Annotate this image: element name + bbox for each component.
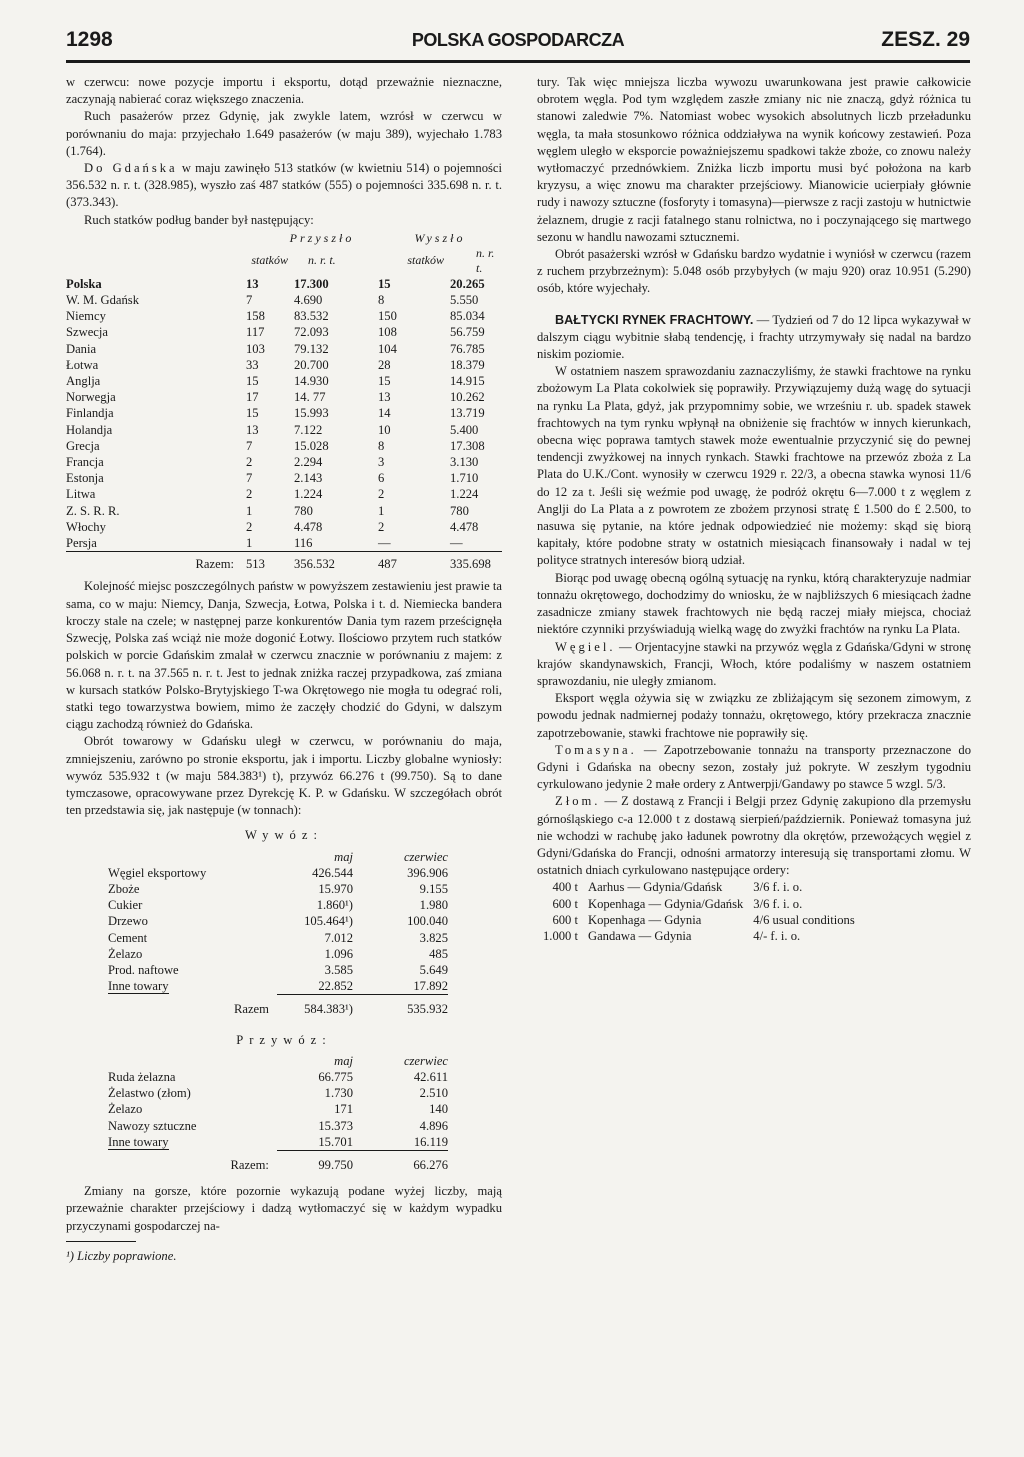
flag-row: Niemcy 158 83.532 150 85.034 [66, 309, 485, 324]
coal-paragraph: Węgiel. — Orjentacyjne stawki na przywóz węgla z Gdańska/Gdyni w stronę krajów skandynawskich, Francji, Włoch, które podaliśmy w naszem ostatniem sprawozdaniu, nie uległy zmianom. [537, 639, 971, 688]
import-row: Inne towary 15.701 16.119 [108, 1134, 448, 1150]
import-row: Żelazo 171 140 [108, 1102, 448, 1117]
left-column [66, 74, 502, 1265]
nature-paragraph: tury. Tak więc mniejsza liczba wywozu uwarunkowana jest prawie całkowicie obrotem węgla. Pod tym względem zaszłe zmiany nic nie znaczą, gdyż różnica tu stanowi zaledwie 7%. Natomiast wobec wysokich absolutnych liczb przeładunku węgla, ta mała stosunkowo różnica oddziaływa na wynik końcowy zestawień. Poza węglem uległo w eksporcie poważniejszemu spadkowi także zboże, co znowu należy wytłomaczyć przednówkiem. Zniżka liczb importu musi być położona na karb kryzysu, a więc znowu ma charakter przejściowy. Mianowicie ucierpiały głównie rudy i nawozy sztuczne (fosforyty i tomasyna)—pierwsze z racji zastoju w hutnictwie żelaznem, drugie z racji fatalnego stanu rolnictwa, no i poczynającego się martwego sezonu w handlu nawozami sztucznemi. [537, 75, 971, 244]
journal-title: POLSKA GOSPODARCZA [411, 30, 625, 50]
order-row: 400 t Aarhus — Gdynia/Gdańsk 3/6 f. i. o. [552, 880, 803, 895]
export-row: Zboże 15.970 9.155 [108, 881, 448, 896]
export-row: Prod. naftowe 3.585 5.649 [108, 962, 448, 977]
order-row: 600 t Kopenhaga — Gdynia/Gdańsk 3/6 f. i. o. [552, 896, 803, 911]
import-total-row: Razem: 99.750 66.276 [230, 1157, 448, 1172]
la-plata-paragraph: W ostatniem naszem sprawozdaniu zaznaczyliśmy, że stawki frachtowe na rynku zbożowym La Plata cokolwiek się poprawiły. Przywiązujemy dużą wagę do sytuacji na rynku La Plata, gdyż, jak przypomnimy sobie, we wrześniu r. ub. spadek stawek frachtowych na tym rynku wpłynął na obniżenie się frachtów w innych kierunkach, obecna więc poprawa tamtych stawek może ewentualnie przyczynić się do pewnej tendencji zwyżkowej na innych rynkach. Stawki frachtowe na przewóz zboża z La Plata do U.K./Cont. wynosiły w czerwcu 1929 r. 22/3, a obecna stawka wynosi 11/6 do 12 za t. Jeśli się weźmie pod uwagę, że podróż okrętu 6—7.000 t z węglem z Anglji do La Plata a z powrotem ze zbożem przynosi stratę £ 1.500 do £ 2.500, to nasuwa się pytanie, na które jednak odpowiedzieć nie możemy: skąd się biorą kapitały, które podobne straty w ostatnich miesiącach finansowały i nadal w tej polityce stratnych interesów biorą udział. [537, 364, 971, 568]
page-number: 1298 [66, 28, 113, 51]
export-row: Inne towary 22.852 17.892 [108, 979, 448, 994]
page-header [66, 28, 970, 58]
gdansk-paragraph: Do Gdańska w maju zawinęło 513 statków (w kwietniu 514) o pojemności 356.532 n. r. t. (328.985), wyszło zaś 487 statków (555) o pojemności 335.698 n. r. t. (373.343). [66, 161, 502, 210]
order-row: 600 t Kopenhaga — Gdynia 4/6 usual conditions [552, 912, 855, 927]
outlook-paragraph: Biorąc pod uwagę obecną ogólną sytuację na rynku, którą charakteryzuje nadmiar tonnażu okrętowego, dochodzimy do wniosku, że w najbliższych 6 miesiącach żadne zasadnicze zmiany stawek frachtowych nie będą raczej miały miejsca, chociaż niektóre czynniki przyświadują wielką wagę do zwyżki frachtów na rynku La Plata. [537, 570, 971, 637]
intro-paragraph: w czerwcu: nowe pozycje importu i eksportu, dotąd przeważnie nieznaczne, zaczynają nabierać coraz większego znaczenia. [66, 75, 502, 107]
export-total-row: Razem 584.383¹) 535.932 [233, 1002, 448, 1017]
export-row: Cement 7.012 3.825 [108, 930, 448, 945]
flag-row: Włochy 2 4.478 2 4.478 [66, 519, 479, 534]
coal-export-paragraph: Eksport węgla ożywia się w związku ze zbliżającym się sezonem zimowym, z powodu jednak nadmiernej podaży tonnażu, okrętowego, który przekracza znacznie zapotrzebowanie, stawki frachtowe nie poprawiły się. [537, 691, 971, 740]
coal-heading: Węgiel. [555, 639, 616, 654]
changes-paragraph: Zmiany na gorsze, które pozornie wykazują podane wyżej liczby, mają przeważnie charakter przejściowy i dadzą wytłomaczyć się w każdym wypadku przyczynami gospodarczej na- [66, 1184, 502, 1233]
footnote-rule [66, 1241, 136, 1242]
freight-market-heading: BAŁTYCKI RYNEK FRACHTOWY. [555, 312, 754, 327]
ranking-paragraph: Kolejność miejsc poszczególnych państw w powyższem zestawieniu jest prawie ta sama, co w maju: Niemcy, Danja, Szwecja, Łotwa, Polska i t. d. Niemiecka bandera kroczy stale na czele; w następnej parze konkurentów Dania tym razem prześcignęła Szwecję, Polska zaś wciąż nie może dogonić Łotwy. Ilościowo przytem ruch statków polskich w porcie Gdańskim zmalał w czerwcu znacznie w porównaniu z majem: z 56.068 n. r. t. na 37.565 n. r. t. Jest to jednak zniżka raczej przypadkowa, zaś zmiana w kursach statków Polsko-Brytyjskiego T-wa Okrętowego nie mogła tu odegrać roli, statki tego towarzystwa bowiem, mimo że zaczęły chodzić do Gdyni, w dalszym ciągu zachodzą również do Gdańska. [66, 579, 502, 732]
right-column [537, 74, 971, 944]
flags-intro: Ruch statków podług bander był następujący: [84, 212, 314, 227]
flag-row: Holandja 13 7.122 10 5.400 [66, 422, 479, 437]
flag-row: Anglja 15 14.930 15 14.915 [66, 374, 485, 389]
flag-row: Polska 13 17.300 15 20.265 [66, 276, 485, 291]
arrived-header: Przyszło [289, 230, 355, 245]
export-row: Drzewo 105.464¹) 100.040 [108, 914, 448, 929]
export-row: Cukier 1.860¹) 1.980 [108, 898, 448, 913]
flag-row: Estonja 7 2.143 6 1.710 [66, 471, 479, 486]
tomasyna-heading: Tomasyna. [555, 742, 637, 757]
orders-table [543, 879, 865, 944]
passenger-gdansk-paragraph: Obrót pasażerski wzrósł w Gdańsku bardzo wydatnie i wyniósł w czerwcu (razem z ruchem przybrzeżnym): 5.048 osób przybyłych (w maju 920) oraz 10.951 (5.290) osób, które wyjechały. [537, 247, 971, 296]
header-rule [66, 60, 970, 63]
import-row: Nawozy sztuczne 15.373 4.896 [108, 1118, 448, 1133]
export-row: Węgiel eksportowy 426.544 396.906 [108, 865, 448, 880]
import-title: Przywóz: [236, 1032, 332, 1047]
flags-total-row: Razem: 513 356.532 487 335.698 [195, 557, 491, 572]
tomasyna-paragraph: Tomasyna. — Zapotrzebowanie tonnażu na transporty przeznaczone do Gdyni i Gdańska na obecny sezon, zostały już pokryte. W zeszłym tygodniu cyrkulowano jedynie 2 małe ordery z Antwerpji/Gandawy po stawce 5 wzgl. 5/3. [537, 742, 971, 792]
flag-row: Finlandja 15 15.993 14 13.719 [66, 406, 485, 421]
footnote [66, 1241, 502, 1265]
flag-row: Litwa 2 1.224 2 1.224 [66, 487, 479, 502]
flag-row: Persja 1 116 — — [66, 535, 502, 552]
import-row: Ruda żelazna 66.775 42.611 [108, 1069, 448, 1084]
export-table: maj czerwiec Węgiel eksportowy 426.544 396.906 Zboże 15.970 9.155 Cukier 1.860¹) 1.980 Drzewo 105.464¹) 100.040 Cement 7.012 3.825 Żelazo 1.096 485 Prod. naftowe 3.585 5.649 Inne towary 22.852 17.892 Razem 584.383¹) 535.932 [108, 849, 448, 1024]
scrap-heading: Złom. [555, 794, 601, 809]
passenger-paragraph: Ruch pasażerów przez Gdynię, jak zwykle latem, wzrósł w czerwcu w porównaniu do maja: przyjechało 1.649 pasażerów (w maju 389), wyjechało 1.783 (1.764). [66, 109, 502, 158]
order-row: 1.000 t Gandawa — Gdynia 4/- f. i. o. [543, 928, 801, 943]
flag-row: W. M. Gdańsk 7 4.690 8 5.550 [66, 293, 479, 308]
freight-market-paragraph: BAŁTYCKI RYNEK FRACHTOWY. — Tydzień od 7 do 12 lipca wykazywał w dalszym ciągu wybitnie słabą tendencję, i frachty utrzymywały się nadal na bardzo niskim poziomie. [537, 312, 971, 362]
import-table: maj czerwiec Ruda żelazna 66.775 42.611 Żelastwo (złom) 1.730 2.510 Żelazo 171 140 Nawozy sztuczne 15.373 4.896 Inne towary 15.701 16.119 Razem: 99.750 66.276 [108, 1053, 448, 1179]
flag-row: Francja 2 2.294 3 3.130 [66, 455, 479, 470]
flag-row: Dania 103 79.132 104 76.785 [66, 341, 485, 356]
departed-header: Wyszło [414, 230, 466, 245]
flags-table: Przyszło Wyszło statków n. r. t. statków n. r. t. Polska 13 17.300 15 20.265 W. M. Gdańsk 7 4.690 8 5.550 Niemcy 158 83.532 150 85.034 Szwecja 117 72.093 108 56.759 Dania 103 79.132 104 76.785 Łotwa 33 20.700 28 18.379 Anglja 15 14.930 15 14.915 Norwegja 17 14. 77 13 10.262 Finlandja 15 15.993 14 13.719 Holandja 13 7.122 10 5.400 Grecja 7 15.028 8 17.308 Francja 2 2.294 3 3.130 Estonja 7 2.143 6 1.710 Litwa 2 1.224 2 1.224 Z. S. R. R. 1 780 1 780 Włochy 2 4.478 2 4.478 Persja 1 116 — — Razem: 513 356.532 487 335.698 [66, 231, 502, 579]
import-row: Żelastwo (złom) 1.730 2.510 [108, 1086, 448, 1101]
flag-row: Grecja 7 15.028 8 17.308 [66, 438, 485, 453]
export-title: Wywóz: [245, 828, 323, 843]
footnote-text: ¹) Liczby poprawione. [66, 1248, 177, 1263]
flag-row: Z. S. R. R. 1 780 1 780 [66, 503, 469, 518]
cargo-paragraph: Obrót towarowy w Gdańsku uległ w czerwcu, w porównaniu do maja, zmniejszeniu, zarówno po stronie eksportu, jak i importu. Liczby globalne wyniosły: wywóz 535.932 t (w maju 584.383¹) t), przywóz 66.276 t (99.750). Są to dane tymczasowe, opracowywane przez Dyrekcję K. P. w Gdańsku. W szczegółach obrót ten przedstawia się, jak następuje (w tonnach): [66, 734, 502, 818]
flag-row: Łotwa 33 20.700 28 18.379 [66, 357, 485, 372]
flag-row: Norwegja 17 14. 77 13 10.262 [66, 390, 485, 405]
issue-number: ZESZ. 29 [881, 28, 970, 51]
scrap-paragraph: Złom. — Z dostawą z Francji i Belgji przez Gdynię zakupiono dla przemysłu górnośląskiego c-a 12.000 t z dostawą sierpień/październik. Ponieważ tomasyna już nie wchodzi w rachubę jako ładunek powrotny dla okrętów, przewożących węgiel z Gdyni/Gdańska do Francji, odnośni armatorzy interesują się transportami złomu. W ostatnich dniach cyrkulowano następujące ordery: [537, 794, 971, 878]
export-row: Żelazo 1.096 485 [108, 946, 448, 961]
gdansk-spaced: Do Gdańska [84, 161, 178, 176]
flag-row: Szwecja 117 72.093 108 56.759 [66, 325, 485, 340]
